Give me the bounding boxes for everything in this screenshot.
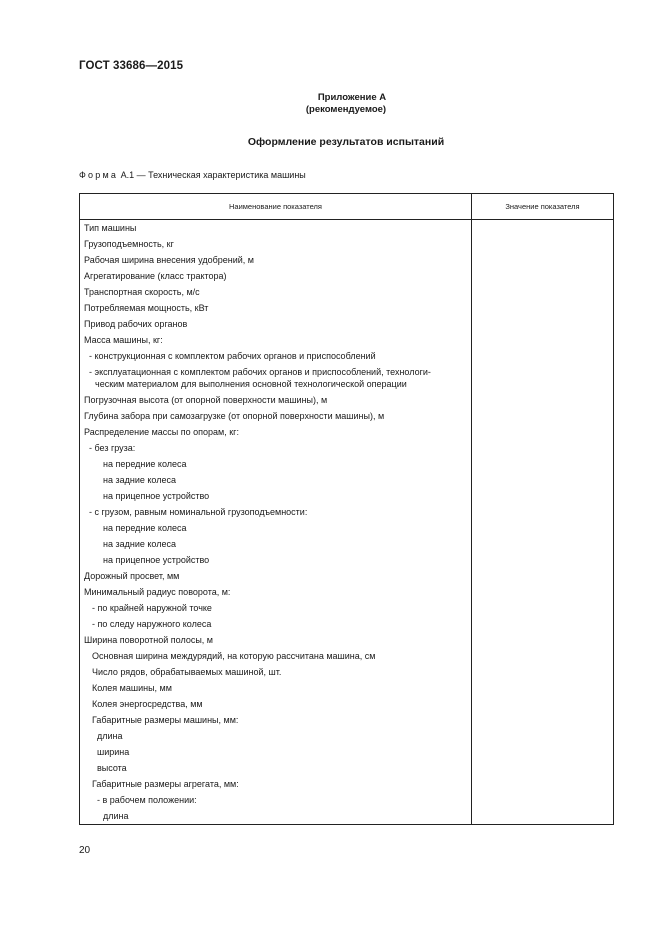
table-row bbox=[80, 236, 614, 252]
indicator-name-cell bbox=[80, 284, 472, 300]
indicator-text: - эксплуатационная с комплектом рабочих органов и приспособлений, технологи- bbox=[89, 367, 431, 377]
indicator-name-cell bbox=[80, 728, 472, 744]
indicator-value-cell bbox=[472, 568, 614, 584]
indicator-value-cell bbox=[472, 456, 614, 472]
indicator-name-cell bbox=[80, 680, 472, 696]
indicator-name bbox=[80, 760, 471, 776]
indicator-name bbox=[80, 808, 471, 824]
indicator-value-cell bbox=[472, 252, 614, 268]
indicator-name-cell bbox=[80, 792, 472, 808]
table-row bbox=[80, 472, 614, 488]
table-row bbox=[80, 680, 614, 696]
indicator-text: Погрузочная высота (от опорной поверхности машины), м bbox=[84, 395, 328, 405]
indicator-text: на передние колеса bbox=[103, 459, 187, 469]
indicator-text: Габаритные размеры агрегата, мм: bbox=[92, 779, 239, 789]
table-row bbox=[80, 504, 614, 520]
indicator-value-cell bbox=[472, 220, 614, 237]
indicator-name-cell bbox=[80, 600, 472, 616]
indicator-name bbox=[80, 536, 471, 552]
table-row bbox=[80, 364, 614, 392]
indicator-name-cell bbox=[80, 236, 472, 252]
table-row bbox=[80, 332, 614, 348]
indicator-name bbox=[80, 348, 471, 364]
indicator-text: - конструкционная с комплектом рабочих органов и приспособлений bbox=[89, 351, 376, 361]
indicator-name bbox=[80, 792, 471, 808]
table-row bbox=[80, 488, 614, 504]
indicator-text: ширина bbox=[97, 747, 130, 757]
indicator-value-cell bbox=[472, 584, 614, 600]
indicator-value-cell bbox=[472, 792, 614, 808]
table-row bbox=[80, 744, 614, 760]
indicator-name-cell bbox=[80, 776, 472, 792]
indicator-text: Габаритные размеры машины, мм: bbox=[92, 715, 239, 725]
indicator-value-cell bbox=[472, 744, 614, 760]
indicator-text: Грузоподъемность, кг bbox=[84, 239, 174, 249]
table-row bbox=[80, 616, 614, 632]
table-row bbox=[80, 808, 614, 825]
indicator-text: Основная ширина междурядий, на которую рассчитана машина, см bbox=[92, 651, 376, 661]
form-word: Форма bbox=[79, 170, 119, 180]
indicator-name-cell bbox=[80, 268, 472, 284]
indicator-name-cell bbox=[80, 252, 472, 268]
table-row bbox=[80, 712, 614, 728]
indicator-name-cell bbox=[80, 520, 472, 536]
page-number: 20 bbox=[79, 845, 91, 856]
indicator-name bbox=[80, 268, 471, 284]
table-row bbox=[80, 792, 614, 808]
indicator-text: высота bbox=[97, 763, 127, 773]
indicator-name bbox=[80, 600, 471, 616]
indicator-name-cell bbox=[80, 300, 472, 316]
indicator-name-cell bbox=[80, 536, 472, 552]
indicator-name-cell bbox=[80, 584, 472, 600]
indicator-name bbox=[80, 504, 471, 520]
table-row bbox=[80, 252, 614, 268]
table-row bbox=[80, 760, 614, 776]
indicator-name-cell bbox=[80, 440, 472, 456]
indicator-name-cell bbox=[80, 392, 472, 408]
indicator-value-cell bbox=[472, 760, 614, 776]
indicator-value-cell bbox=[472, 408, 614, 424]
indicator-name bbox=[80, 456, 471, 472]
indicator-name-cell bbox=[80, 472, 472, 488]
specification-table bbox=[79, 193, 614, 825]
header-indicator-value: Значение показателя bbox=[472, 194, 614, 220]
indicator-name bbox=[80, 440, 471, 456]
indicator-text: Ширина поворотной полосы, м bbox=[84, 635, 213, 645]
indicator-name bbox=[80, 664, 471, 680]
appendix-title: Приложение А bbox=[317, 92, 387, 103]
indicator-name-cell bbox=[80, 408, 472, 424]
indicator-value-cell bbox=[472, 552, 614, 568]
indicator-value-cell bbox=[472, 616, 614, 632]
indicator-value-cell bbox=[472, 632, 614, 648]
table-row bbox=[80, 440, 614, 456]
indicator-text: - без груза: bbox=[89, 443, 136, 453]
indicator-name bbox=[80, 300, 471, 316]
indicator-text: Глубина забора при самозагрузке (от опорной поверхности машины), м bbox=[84, 411, 385, 421]
indicator-value-cell bbox=[472, 712, 614, 728]
indicator-value-cell bbox=[472, 536, 614, 552]
indicator-name-cell bbox=[80, 348, 472, 364]
table-row bbox=[80, 220, 614, 237]
indicator-name-cell bbox=[80, 456, 472, 472]
indicator-text: на передние колеса bbox=[103, 523, 187, 533]
indicator-text: длина bbox=[103, 811, 129, 821]
indicator-value-cell bbox=[472, 316, 614, 332]
indicator-value-cell bbox=[472, 696, 614, 712]
table-row bbox=[80, 568, 614, 584]
indicator-value-cell bbox=[472, 392, 614, 408]
indicator-value-cell bbox=[472, 364, 614, 392]
indicator-name bbox=[80, 316, 471, 332]
indicator-value-cell bbox=[472, 268, 614, 284]
indicator-value-cell bbox=[472, 488, 614, 504]
indicator-value-cell bbox=[472, 776, 614, 792]
indicator-text: на прицепное устройство bbox=[103, 491, 210, 501]
indicator-name bbox=[80, 712, 471, 728]
table-row bbox=[80, 316, 614, 332]
indicator-text: Масса машины, кг: bbox=[84, 335, 163, 345]
indicator-text: Число рядов, обрабатываемых машиной, шт. bbox=[92, 667, 282, 677]
indicator-name-cell bbox=[80, 664, 472, 680]
indicator-name-cell bbox=[80, 696, 472, 712]
indicator-name bbox=[80, 236, 471, 252]
indicator-text: - с грузом, равным номинальной грузоподъемности: bbox=[89, 507, 308, 517]
indicator-name bbox=[80, 364, 471, 392]
indicator-value-cell bbox=[472, 236, 614, 252]
indicator-name bbox=[80, 220, 471, 236]
indicator-text: Транспортная скорость, м/с bbox=[84, 287, 200, 297]
indicator-name-cell bbox=[80, 808, 472, 825]
table-row bbox=[80, 696, 614, 712]
section-title: Оформление результатов испытаний bbox=[247, 136, 445, 148]
indicator-value-cell bbox=[472, 520, 614, 536]
appendix-subtitle: (рекомендуемое) bbox=[305, 104, 387, 115]
indicator-name bbox=[80, 472, 471, 488]
indicator-name-cell bbox=[80, 220, 472, 237]
indicator-text: на прицепное устройство bbox=[103, 555, 210, 565]
indicator-text: Рабочая ширина внесения удобрений, м bbox=[84, 255, 254, 265]
header-indicator-name: Наименование показателя bbox=[80, 194, 472, 220]
indicator-name bbox=[80, 632, 471, 648]
indicator-name-cell bbox=[80, 364, 472, 392]
indicator-value-cell bbox=[472, 600, 614, 616]
indicator-text: Минимальный радиус поворота, м: bbox=[84, 587, 231, 597]
indicator-value-cell bbox=[472, 332, 614, 348]
indicator-name-cell bbox=[80, 552, 472, 568]
table-row bbox=[80, 408, 614, 424]
indicator-name-cell bbox=[80, 488, 472, 504]
indicator-text: Дорожный просвет, мм bbox=[84, 571, 180, 581]
indicator-name bbox=[80, 568, 471, 584]
indicator-name-cell bbox=[80, 316, 472, 332]
indicator-name bbox=[80, 520, 471, 536]
table-row bbox=[80, 348, 614, 364]
indicator-text: - в рабочем положении: bbox=[97, 795, 197, 805]
form-caption bbox=[79, 170, 306, 180]
indicator-text: длина bbox=[97, 731, 123, 741]
indicator-name bbox=[80, 488, 471, 504]
indicator-value-cell bbox=[472, 440, 614, 456]
table-header-row bbox=[80, 194, 614, 220]
table-row bbox=[80, 520, 614, 536]
table-row bbox=[80, 664, 614, 680]
table-row bbox=[80, 584, 614, 600]
table-row bbox=[80, 728, 614, 744]
indicator-value-cell bbox=[472, 648, 614, 664]
document-code: ГОСТ 33686—2015 bbox=[79, 60, 184, 72]
table-row bbox=[80, 776, 614, 792]
indicator-name bbox=[80, 776, 471, 792]
table-row bbox=[80, 300, 614, 316]
indicator-name bbox=[80, 728, 471, 744]
indicator-value-cell bbox=[472, 728, 614, 744]
indicator-name bbox=[80, 552, 471, 568]
indicator-name bbox=[80, 408, 471, 424]
indicator-name-cell bbox=[80, 744, 472, 760]
table-row bbox=[80, 424, 614, 440]
table-row bbox=[80, 632, 614, 648]
indicator-text: Тип машины bbox=[84, 223, 137, 233]
indicator-value-cell bbox=[472, 504, 614, 520]
table-row bbox=[80, 268, 614, 284]
indicator-value-cell bbox=[472, 284, 614, 300]
table-body bbox=[80, 220, 614, 825]
indicator-value-cell bbox=[472, 808, 614, 825]
indicator-name-cell bbox=[80, 504, 472, 520]
indicator-name-cell bbox=[80, 332, 472, 348]
indicator-value-cell bbox=[472, 680, 614, 696]
indicator-value-cell bbox=[472, 664, 614, 680]
indicator-text: Потребляемая мощность, кВт bbox=[84, 303, 209, 313]
form-label: А.1 — Техническая характеристика машины bbox=[120, 170, 306, 180]
table-row bbox=[80, 456, 614, 472]
indicator-value-cell bbox=[472, 348, 614, 364]
indicator-text: Агрегатирование (класс трактора) bbox=[84, 271, 227, 281]
indicator-name-cell bbox=[80, 712, 472, 728]
indicator-name bbox=[80, 616, 471, 632]
table-row bbox=[80, 392, 614, 408]
indicator-name-cell bbox=[80, 760, 472, 776]
indicator-name bbox=[80, 252, 471, 268]
indicator-value-cell bbox=[472, 424, 614, 440]
indicator-text: Колея энергосредства, мм bbox=[92, 699, 203, 709]
indicator-text: - по следу наружного колеса bbox=[92, 619, 212, 629]
indicator-text: на задние колеса bbox=[103, 475, 176, 485]
indicator-value-cell bbox=[472, 300, 614, 316]
indicator-text: на задние колеса bbox=[103, 539, 176, 549]
indicator-name bbox=[80, 584, 471, 600]
indicator-name bbox=[80, 648, 471, 664]
indicator-name bbox=[80, 284, 471, 300]
indicator-name bbox=[80, 744, 471, 760]
indicator-text: - по крайней наружной точке bbox=[92, 603, 212, 613]
indicator-text: Колея машины, мм bbox=[92, 683, 172, 693]
indicator-name-cell bbox=[80, 616, 472, 632]
indicator-name-cell bbox=[80, 648, 472, 664]
indicator-name bbox=[80, 696, 471, 712]
indicator-text-continuation: ческим материалом для выполнения основной технологической операции bbox=[95, 379, 407, 389]
indicator-name bbox=[80, 680, 471, 696]
table-row bbox=[80, 648, 614, 664]
indicator-name bbox=[80, 392, 471, 408]
indicator-text: Привод рабочих органов bbox=[84, 319, 188, 329]
indicator-name bbox=[80, 332, 471, 348]
table-row bbox=[80, 552, 614, 568]
indicator-text: Распределение массы по опорам, кг: bbox=[84, 427, 239, 437]
indicator-name-cell bbox=[80, 632, 472, 648]
indicator-value-cell bbox=[472, 472, 614, 488]
indicator-name-cell bbox=[80, 568, 472, 584]
table-row bbox=[80, 536, 614, 552]
table-row bbox=[80, 284, 614, 300]
table-row bbox=[80, 600, 614, 616]
indicator-name bbox=[80, 424, 471, 440]
indicator-name-cell bbox=[80, 424, 472, 440]
